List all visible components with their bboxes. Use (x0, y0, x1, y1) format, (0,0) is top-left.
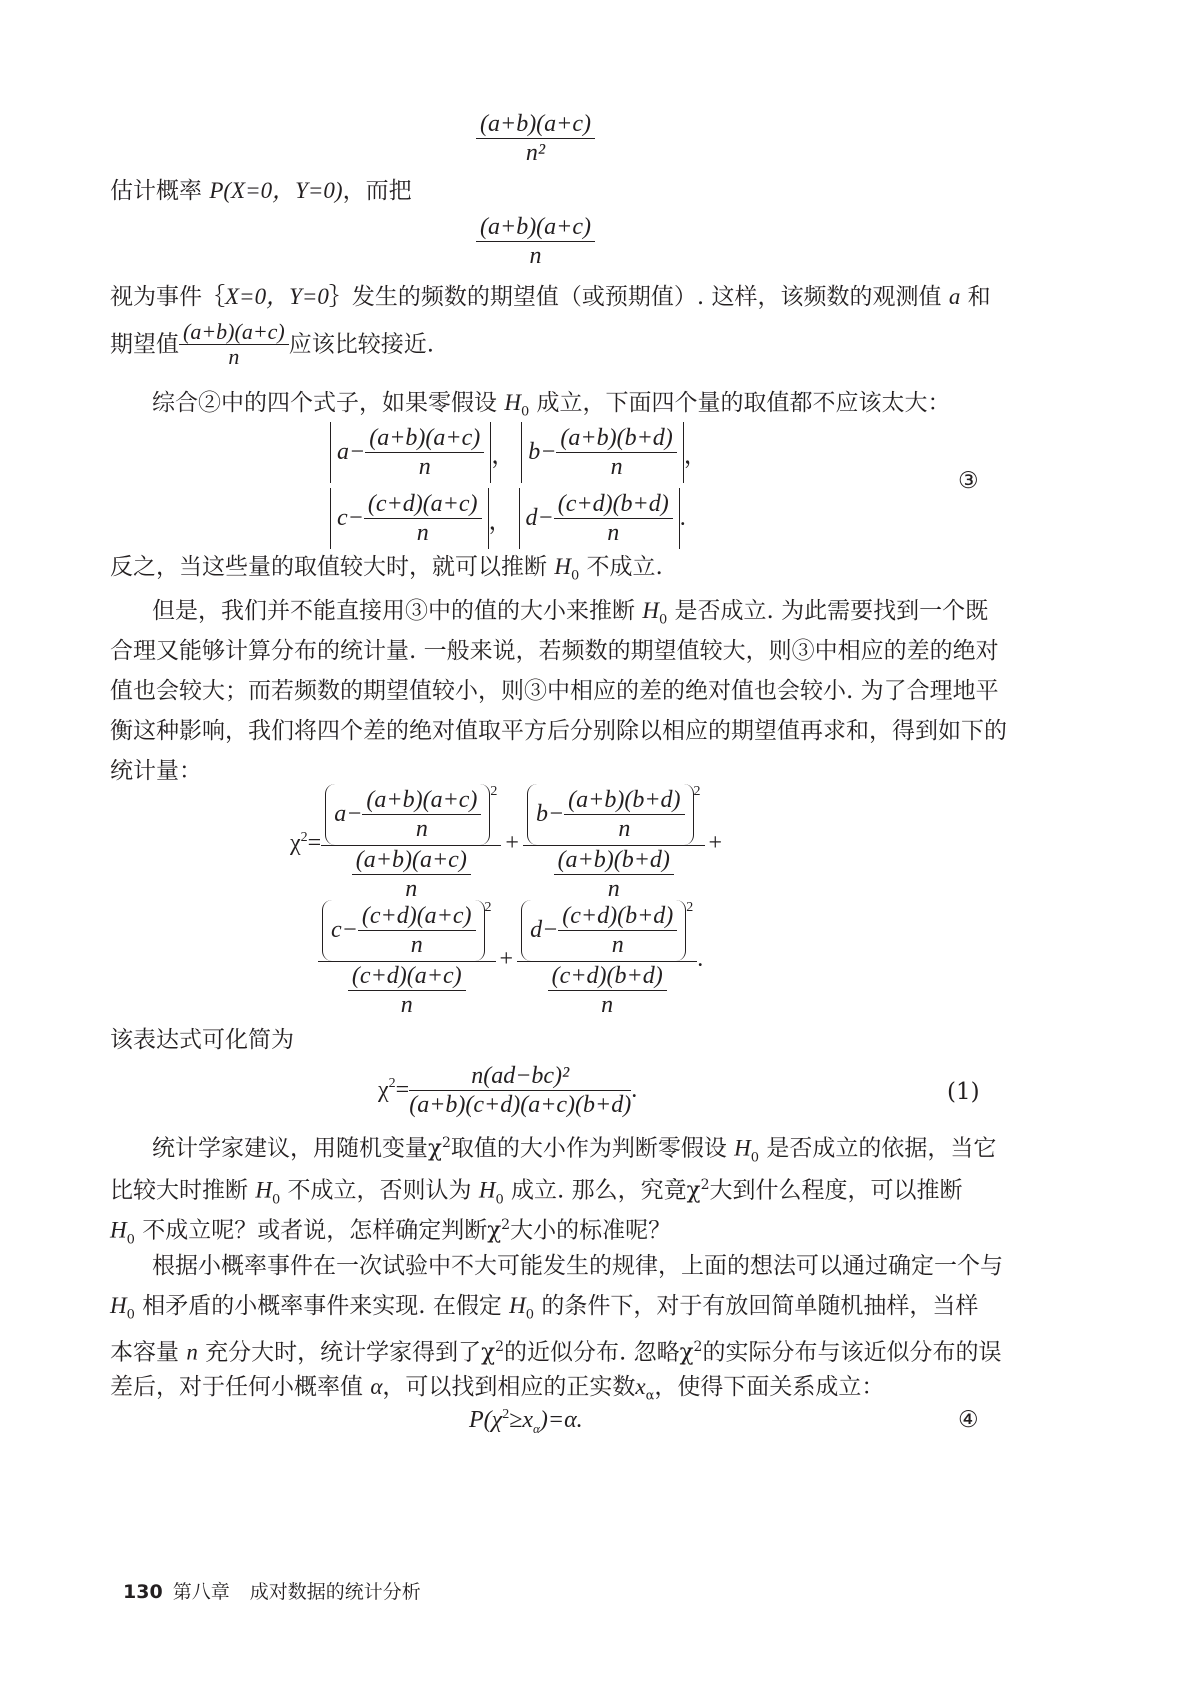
fraction-numerator: (a+b)(a+c) (476, 213, 595, 242)
fraction-numerator: (c+d)(a+c) (358, 902, 476, 931)
math-var: H (642, 598, 659, 623)
text: 的近似分布. 忽略χ (503, 1339, 694, 1366)
fraction-numerator: (a+b)(a+c) (365, 424, 484, 453)
math-var: c− (337, 505, 364, 531)
fraction-denominator: (a+b)(c+d)(a+c)(b+d) (409, 1092, 632, 1118)
abs-term-b (521, 422, 684, 483)
inline-fraction (179, 320, 289, 369)
superscript: 2 (501, 1217, 511, 1233)
math-var: H (110, 1293, 127, 1318)
text: 综合②中的四个式子，如果零假设 (152, 390, 505, 416)
math-var: a (948, 284, 961, 309)
paragraph-however-line4: 衡这种影响，我们将四个差的绝对值取平方后分别除以相应的期望值再求和，得到如下的 (110, 718, 1007, 744)
subscript: α (533, 1420, 540, 1436)
chi-term-c (318, 900, 496, 1019)
text: 是否成立的依据，当它 (759, 1135, 997, 1162)
paragraph-however-line5: 统计量： (110, 758, 202, 784)
fraction-numerator: (a+b)(a+c) (476, 110, 595, 139)
paragraph-however-line2: 合理又能够计算分布的统计量. 一般来说，若频数的期望值较大，则③中相应的差的绝对 (110, 638, 999, 664)
text: 相矛盾的小概率事件来实现. 在假定 (134, 1293, 510, 1319)
paragraph-expected-value-line2 (110, 320, 434, 369)
period: . (697, 946, 704, 972)
math-var: H (478, 1177, 496, 1203)
abs-term-d (519, 488, 680, 549)
fraction-numerator: n(ad−bc)² (409, 1062, 631, 1091)
fraction-top (476, 110, 595, 167)
text: 大小的标准呢？ (510, 1217, 672, 1244)
equation-number-1: (1) (947, 1079, 980, 1105)
math-var: H (255, 1177, 272, 1203)
fraction-numerator: (a+b)(b+d) (554, 846, 674, 875)
paragraph-small-probability-line2 (110, 1290, 978, 1332)
text: 和 (960, 284, 991, 310)
text: 但是，我们并不能直接用③中的值的大小来推断 (152, 598, 643, 624)
superscript: 2 (700, 1177, 710, 1193)
superscript: 2 (495, 1339, 504, 1355)
chi-term-d (517, 900, 697, 1019)
paragraph-however-line3: 值也会较大；而若频数的期望值较小，则③中相应的差的绝对值也会较小. 为了合理地平 (110, 678, 999, 704)
plus-sign: + (499, 946, 514, 972)
math-var: H (110, 1217, 127, 1243)
subscript: 0 (271, 1192, 281, 1208)
equation-3-row2 (330, 488, 686, 549)
subscript: 0 (126, 1307, 135, 1323)
text: 应该比较接近. (288, 331, 435, 358)
text: 估计概率 (110, 178, 210, 204)
equation-4 (469, 1407, 583, 1437)
math-var: H (509, 1293, 526, 1318)
separator: ， (488, 509, 513, 535)
square-exponent: 2 (490, 784, 498, 799)
paren-a (325, 784, 490, 845)
text: 统计学家建议，用随机变量χ (152, 1135, 442, 1162)
superscript: 2 (300, 830, 308, 845)
math-expr: ≥x (509, 1407, 534, 1433)
paragraph-however-line1 (152, 595, 988, 637)
separator: . (679, 505, 686, 531)
fraction-numerator: (a+b)(b+d) (556, 424, 676, 453)
fraction-denominator: n (415, 816, 428, 842)
text: 成立. 那么，究竟χ (503, 1177, 701, 1204)
equals-sign: = (307, 830, 322, 856)
subscript: 0 (126, 1232, 135, 1248)
text: 的实际分布与该近似分布的误 (702, 1339, 1002, 1366)
chi-square-formula-row1 (290, 784, 726, 903)
math-var: x (635, 1374, 646, 1399)
equation-3-row1 (330, 422, 708, 483)
abs-term-a (330, 422, 491, 483)
fraction-denominator: n (418, 454, 431, 480)
subscript: 0 (520, 404, 530, 420)
fraction-numerator: (a+b)(b+d) (564, 786, 684, 815)
equation-number-3: ③ (958, 468, 979, 494)
text: 不成立. (579, 554, 663, 580)
subscript: 0 (495, 1192, 504, 1208)
paragraph-simplify: 该表达式可化简为 (110, 1027, 294, 1053)
fraction-denominator: n (601, 992, 614, 1018)
text: 比较大时推断 (110, 1177, 256, 1204)
fraction-denominator: n (416, 520, 429, 546)
text: 充分大时，统计学家得到了χ (197, 1339, 496, 1366)
fraction-numerator: (a+b)(a+c) (362, 786, 481, 815)
subscript: 0 (750, 1150, 760, 1166)
fraction-denominator: n (529, 243, 542, 269)
chi-square-formula-row2 (318, 900, 703, 1019)
square-exponent: 2 (484, 900, 492, 915)
text: 不成立呢？或者说，怎样确定判断χ (134, 1217, 502, 1244)
fraction-second (476, 213, 595, 270)
chi-term-a (321, 784, 501, 903)
square-exponent: 2 (686, 900, 694, 915)
fraction-denominator: n (400, 992, 413, 1018)
math-var: d− (525, 505, 554, 531)
math-var: H (554, 554, 571, 579)
paren-c (322, 900, 485, 961)
paragraph-estimate-probability (110, 175, 412, 207)
chi-lhs (290, 830, 321, 856)
paragraph-small-probability-line3 (110, 1331, 1001, 1369)
paragraph-expected-value-line1 (110, 281, 991, 313)
paren-d (521, 900, 686, 961)
text: 视为事件｛ (110, 284, 225, 310)
superscript: 2 (441, 1135, 451, 1151)
text: ，而把 (342, 178, 412, 204)
math-var: n (186, 1339, 198, 1365)
text: ｝发生的频数的期望值（或预期值）. 这样，该频数的观测值 (328, 284, 949, 310)
fraction-numerator: (a+b)(a+c) (179, 320, 289, 345)
fraction-numerator: (c+d)(a+c) (348, 962, 466, 991)
subscript: 0 (570, 568, 580, 584)
plus-sign: + (505, 830, 519, 856)
page-number: 130 (123, 1581, 163, 1603)
equation-1 (378, 1062, 637, 1119)
separator: ， (683, 443, 708, 469)
text: 反之，当这些量的取值较大时，就可以推断 (110, 554, 555, 580)
fraction-numerator: (a+b)(a+c) (352, 846, 471, 875)
math-var: H (504, 390, 521, 415)
fraction-denominator: n (607, 520, 620, 546)
fraction-denominator: n (611, 932, 624, 958)
fraction-numerator: (c+d)(b+d) (548, 962, 667, 991)
paragraph-small-probability-line1: 根据小概率事件在一次试验中不大可能发生的规律，上面的想法可以通过确定一个与 (152, 1253, 1003, 1279)
equation-1-fraction (409, 1062, 631, 1119)
text: 本容量 (110, 1339, 187, 1366)
text: ，使得下面关系成立： (654, 1374, 885, 1400)
chi-symbol: χ (378, 1077, 389, 1103)
math-var: H (734, 1135, 751, 1161)
fraction-numerator: (c+d)(b+d) (554, 490, 673, 519)
paragraph-statistician-line1 (152, 1127, 996, 1174)
math-var: a− (337, 439, 366, 465)
equation-number-4: ④ (958, 1407, 979, 1433)
math-var: α (370, 1374, 383, 1399)
text: 的条件下，对于有放回简单随机抽样，当样 (534, 1293, 979, 1319)
fraction-denominator: n (228, 344, 240, 369)
fraction-denominator: n (607, 876, 620, 902)
math-var: a− (334, 801, 363, 827)
text: 取值的大小作为判断零假设 (450, 1135, 735, 1162)
fraction-denominator: n² (525, 140, 546, 166)
period: . (631, 1077, 638, 1103)
subscript: 0 (525, 1307, 535, 1323)
math-var: b− (535, 801, 565, 827)
superscript: 2 (693, 1339, 703, 1355)
paragraph-conversely (110, 551, 663, 593)
page-footer (123, 1577, 421, 1604)
fraction-denominator: n (610, 454, 623, 480)
superscript: 2 (388, 1076, 396, 1092)
math-expr: )=α. (539, 1407, 583, 1433)
chi-term-b (523, 784, 705, 903)
fraction-numerator: (c+d)(a+c) (364, 490, 482, 519)
square-exponent: 2 (693, 784, 701, 799)
text: 不成立，否则认为 (280, 1177, 479, 1204)
plus-sign: + (708, 830, 723, 856)
text: 期望值 (110, 331, 179, 358)
superscript: 2 (502, 1407, 510, 1422)
math-var: d− (530, 917, 559, 943)
math-expr: P(X=0，Y=0) (209, 178, 343, 203)
paren-b (527, 784, 694, 845)
abs-term-c (330, 488, 489, 549)
fraction-denominator: n (405, 876, 418, 902)
math-var: b− (528, 439, 557, 465)
text: 大到什么程度，可以推断 (709, 1177, 963, 1204)
fraction-numerator: (c+d)(b+d) (558, 902, 677, 931)
text: 差后，对于任何小概率值 (110, 1374, 371, 1400)
math-expr: P(χ (469, 1407, 503, 1433)
chi-symbol: χ (290, 830, 301, 856)
equals-sign: = (395, 1077, 410, 1103)
text: 是否成立. 为此需要找到一个既 (667, 598, 989, 624)
fraction-denominator: n (410, 932, 423, 958)
subscript: α (645, 1388, 655, 1404)
text: ，可以找到相应的正实数 (382, 1374, 636, 1400)
separator: ， (491, 443, 516, 469)
text: 成立，下面四个量的取值都不应该太大： (529, 390, 951, 416)
fraction-denominator: n (618, 816, 631, 842)
subscript: 0 (658, 612, 668, 628)
math-expr: X=0，Y=0 (225, 284, 329, 309)
chapter-title: 成对数据的统计分析 (249, 1581, 421, 1603)
math-var: c− (331, 917, 358, 943)
chapter-label: 第八章 (172, 1581, 230, 1603)
